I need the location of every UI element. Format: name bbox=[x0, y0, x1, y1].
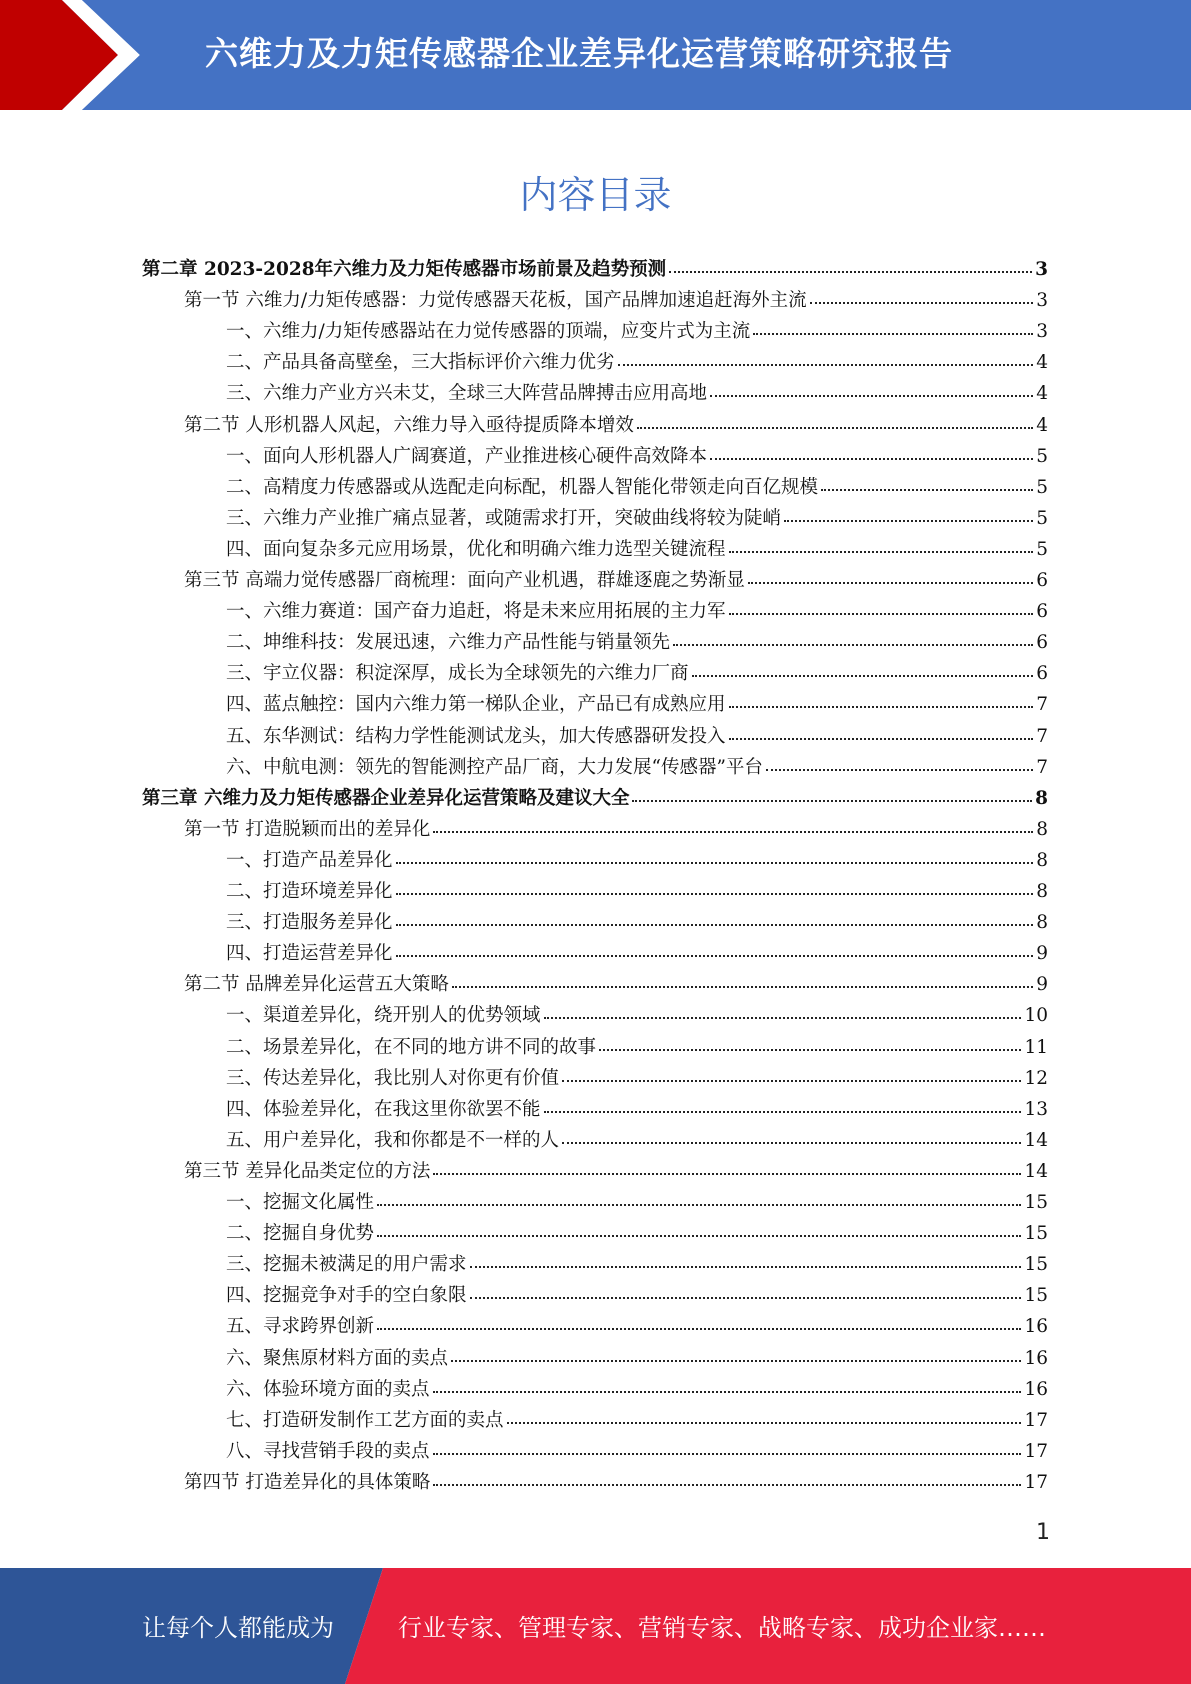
toc-entry[interactable] bbox=[184, 285, 1048, 316]
toc-entry[interactable] bbox=[226, 1094, 1048, 1125]
toc-entry[interactable] bbox=[226, 378, 1048, 409]
toc-dot-leader bbox=[748, 582, 1033, 584]
toc-entry-text: 二、挖掘自身优势 bbox=[226, 1223, 375, 1245]
toc-dot-leader bbox=[753, 333, 1033, 335]
toc-entry[interactable] bbox=[184, 1156, 1048, 1187]
toc-entry-page: 16 bbox=[1024, 1316, 1048, 1338]
toc-entry-page: 14 bbox=[1024, 1129, 1048, 1151]
toc-entry-text: 四、挖掘竞争对手的空白象限 bbox=[226, 1285, 467, 1307]
toc-dot-leader bbox=[692, 675, 1034, 677]
toc-entry[interactable] bbox=[226, 472, 1048, 503]
toc-dot-leader bbox=[470, 1297, 1022, 1299]
toc-entry-text: 二、高精度力传感器或从选配走向标配，机器人智能化带领走向百亿规模 bbox=[226, 476, 819, 498]
footer-slogan-left: 让每个人都能成为 bbox=[142, 1614, 334, 1642]
toc-entry[interactable] bbox=[226, 907, 1048, 938]
toc-dot-leader bbox=[673, 644, 1033, 646]
toc-dot-leader bbox=[451, 1360, 1021, 1362]
toc-entry[interactable] bbox=[184, 1467, 1048, 1498]
toc-entry[interactable] bbox=[226, 627, 1048, 658]
toc-entry-text: 四、面向复杂多元应用场景，优化和明确六维力选型关键流程 bbox=[226, 538, 726, 560]
toc-dot-leader bbox=[637, 427, 1033, 429]
toc-entry-page: 6 bbox=[1036, 632, 1048, 654]
toc-entry-text: 第一节 六维力/力矩传感器：力觉传感器天花板，国产品牌加速追赶海外主流 bbox=[184, 290, 807, 312]
header-banner bbox=[0, 0, 1191, 110]
toc-entry-page: 5 bbox=[1036, 507, 1048, 529]
toc-entry-text: 五、寻求跨界创新 bbox=[226, 1316, 375, 1338]
toc-dot-leader bbox=[396, 862, 1034, 864]
toc-dot-leader bbox=[544, 1017, 1022, 1019]
toc-entry[interactable] bbox=[226, 316, 1048, 347]
toc-entry[interactable] bbox=[226, 1063, 1048, 1094]
toc-entry-page: 13 bbox=[1024, 1098, 1048, 1120]
toc-dot-leader bbox=[470, 1266, 1022, 1268]
toc-entry-text: 第二节 品牌差异化运营五大策略 bbox=[184, 974, 449, 996]
toc-dot-leader bbox=[710, 458, 1033, 460]
toc-entry-text: 一、渠道差异化，绕开别人的优势领域 bbox=[226, 1005, 541, 1027]
toc-entry-page: 7 bbox=[1036, 725, 1048, 747]
toc-entry[interactable] bbox=[142, 254, 1048, 285]
toc-entry-text: 三、六维力产业方兴未艾，全球三大阵营品牌搏击应用高地 bbox=[226, 383, 708, 405]
toc-entry-page: 9 bbox=[1036, 943, 1048, 965]
toc-dot-leader bbox=[433, 1484, 1021, 1486]
toc-entry[interactable] bbox=[226, 1374, 1048, 1405]
toc-dot-leader bbox=[632, 800, 1032, 802]
toc-dot-leader bbox=[377, 1328, 1021, 1330]
toc-entry-page: 7 bbox=[1036, 756, 1048, 778]
toc-entry-page: 4 bbox=[1036, 352, 1048, 374]
toc-entry-text: 四、体验差异化，在我这里你欲罢不能 bbox=[226, 1098, 541, 1120]
toc-dot-leader bbox=[507, 1422, 1022, 1424]
toc-entry-text: 一、六维力/力矩传感器站在力觉传感器的顶端，应变片式为主流 bbox=[226, 321, 751, 343]
toc-entry-page: 8 bbox=[1036, 849, 1048, 871]
toc-dot-leader bbox=[729, 551, 1034, 553]
toc-entry-text: 五、东华测试：结构力学性能测试龙头，加大传感器研发投入 bbox=[226, 725, 726, 747]
toc-entry-page: 17 bbox=[1024, 1440, 1048, 1462]
toc-entry-page: 12 bbox=[1024, 1067, 1048, 1089]
toc-dot-leader bbox=[396, 924, 1034, 926]
toc-entry-text: 第二节 人形机器人风起，六维力导入亟待提质降本增效 bbox=[184, 414, 634, 436]
toc-entry-page: 16 bbox=[1024, 1378, 1048, 1400]
toc-entry-page: 8 bbox=[1036, 881, 1048, 902]
footer-banner bbox=[0, 1568, 1191, 1684]
toc-dot-leader bbox=[433, 1453, 1022, 1455]
toc-dot-leader bbox=[433, 1173, 1021, 1175]
toc-dot-leader bbox=[396, 893, 1034, 895]
toc-dot-leader bbox=[618, 364, 1034, 366]
toc-entry[interactable] bbox=[184, 565, 1048, 596]
toc-entry[interactable] bbox=[184, 410, 1048, 441]
toc-entry-text: 三、宇立仪器：积淀深厚，成长为全球领先的六维力厂商 bbox=[226, 663, 689, 685]
toc-dot-leader bbox=[599, 1049, 1021, 1051]
footer-slogan-right: 行业专家、管理专家、营销专家、战略专家、成功企业家…… bbox=[398, 1614, 1046, 1642]
toc-dot-leader bbox=[766, 769, 1033, 771]
page-number: 1 bbox=[1036, 1520, 1050, 1545]
toc-entry-page: 4 bbox=[1036, 383, 1048, 405]
header-arrow-decoration bbox=[0, 0, 160, 110]
toc-dot-leader bbox=[821, 489, 1033, 491]
toc-entry-page: 11 bbox=[1024, 1036, 1048, 1058]
toc-entry[interactable] bbox=[184, 814, 1048, 845]
toc-entry-text: 六、聚焦原材料方面的卖点 bbox=[226, 1347, 449, 1369]
toc-entry-text: 六、中航电测：领先的智能测控产品厂商，大力发展“传感器”平台 bbox=[226, 756, 763, 778]
toc-entry-text: 第二章 2023-2028年六维力及力矩传感器市场前景及趋势预测 bbox=[142, 259, 667, 280]
toc-entry-page: 15 bbox=[1024, 1254, 1048, 1276]
toc-entry-text: 四、打造运营差异化 bbox=[226, 943, 393, 965]
toc-dot-leader bbox=[433, 831, 1033, 833]
toc-entry-text: 第三章 六维力及力矩传感器企业差异化运营策略及建议大全 bbox=[142, 787, 630, 809]
toc-entry[interactable] bbox=[226, 1249, 1048, 1280]
report-title: 六维力及力矩传感器企业差异化运营策略研究报告 bbox=[205, 34, 953, 73]
toc-entry-page: 10 bbox=[1024, 1005, 1048, 1027]
toc-dot-leader bbox=[810, 302, 1034, 304]
toc-entry[interactable] bbox=[226, 1218, 1048, 1249]
toc-entry-page: 5 bbox=[1036, 445, 1048, 467]
toc-entry[interactable] bbox=[226, 1000, 1048, 1031]
toc-entry[interactable] bbox=[226, 1280, 1048, 1311]
toc-entry-text: 三、挖掘未被满足的用户需求 bbox=[226, 1254, 467, 1276]
toc-entry-page: 3 bbox=[1036, 321, 1048, 343]
toc-entry[interactable] bbox=[226, 845, 1048, 876]
toc-entry-text: 第一节 打造脱颖而出的差异化 bbox=[184, 818, 431, 840]
toc-dot-leader bbox=[784, 520, 1033, 522]
toc-dot-leader bbox=[729, 738, 1034, 740]
toc-entry[interactable] bbox=[226, 876, 1048, 907]
toc-entry-page: 8 bbox=[1035, 787, 1048, 809]
toc-entry-page: 8 bbox=[1036, 818, 1048, 840]
toc-entry-text: 一、挖掘文化属性 bbox=[226, 1192, 375, 1213]
toc-dot-leader bbox=[729, 613, 1034, 615]
toc-entry[interactable] bbox=[226, 1436, 1048, 1467]
toc-entry[interactable] bbox=[226, 441, 1048, 472]
toc-entry-page: 17 bbox=[1024, 1409, 1048, 1431]
toc-entry[interactable] bbox=[226, 938, 1048, 969]
toc-heading: 内容目录 bbox=[519, 173, 672, 217]
toc-entry-text: 二、坤维科技：发展迅速，六维力产品性能与销量领先 bbox=[226, 632, 671, 654]
toc-dot-leader bbox=[452, 986, 1033, 988]
toc-entry[interactable] bbox=[226, 1343, 1048, 1374]
toc-entry[interactable] bbox=[226, 689, 1048, 720]
toc-entry[interactable] bbox=[226, 1125, 1048, 1156]
toc-entry[interactable] bbox=[226, 1187, 1048, 1218]
toc-entry[interactable] bbox=[226, 503, 1048, 534]
toc-entry-page: 4 bbox=[1036, 414, 1048, 436]
toc-dot-leader bbox=[669, 271, 1032, 273]
toc-entry-page: 15 bbox=[1024, 1285, 1048, 1307]
toc-dot-leader bbox=[396, 955, 1034, 957]
toc-dot-leader bbox=[562, 1080, 1021, 1082]
toc-entry-page: 6 bbox=[1036, 663, 1048, 685]
toc-entry[interactable] bbox=[226, 596, 1048, 627]
toc-entry-text: 三、传达差异化，我比别人对你更有价值 bbox=[226, 1067, 560, 1089]
toc-entry-page: 15 bbox=[1024, 1223, 1048, 1245]
toc-entry-text: 一、打造产品差异化 bbox=[226, 849, 393, 871]
toc-dot-leader bbox=[544, 1111, 1022, 1113]
toc-entry-text: 一、六维力赛道：国产奋力追赶，将是未来应用拓展的主力军 bbox=[226, 601, 726, 623]
toc-entry-page: 17 bbox=[1024, 1471, 1048, 1493]
toc-entry[interactable] bbox=[184, 969, 1048, 1000]
toc-dot-leader bbox=[710, 395, 1033, 397]
toc-dot-leader bbox=[377, 1204, 1021, 1206]
toc-dot-leader bbox=[377, 1235, 1021, 1237]
toc-entry[interactable] bbox=[226, 721, 1048, 752]
toc-entry-page: 3 bbox=[1035, 259, 1048, 280]
toc-entry[interactable] bbox=[226, 752, 1048, 783]
toc-dot-leader bbox=[433, 1391, 1022, 1393]
toc-entry-text: 六、体验环境方面的卖点 bbox=[226, 1378, 430, 1400]
toc-entry-text: 第四节 打造差异化的具体策略 bbox=[184, 1471, 431, 1493]
toc-entry-text: 七、打造研发制作工艺方面的卖点 bbox=[226, 1409, 504, 1431]
toc-entry[interactable] bbox=[226, 1032, 1048, 1063]
toc-dot-leader bbox=[562, 1142, 1021, 1144]
toc-entry-page: 5 bbox=[1036, 538, 1048, 560]
toc-entry-page: 5 bbox=[1036, 476, 1048, 498]
toc-entry-text: 一、面向人形机器人广阔赛道，产业推进核心硬件高效降本 bbox=[226, 445, 708, 467]
toc-entry[interactable] bbox=[226, 658, 1048, 689]
toc-entry[interactable] bbox=[226, 1311, 1048, 1342]
toc-entry-page: 9 bbox=[1036, 974, 1048, 996]
toc-entry-text: 二、场景差异化，在不同的地方讲不同的故事 bbox=[226, 1036, 597, 1058]
toc-entry-page: 3 bbox=[1036, 290, 1048, 312]
toc-entry-page: 6 bbox=[1036, 601, 1048, 623]
toc-entry-page: 7 bbox=[1036, 694, 1048, 716]
toc-entry-page: 16 bbox=[1024, 1347, 1048, 1369]
toc-dot-leader bbox=[729, 706, 1034, 708]
toc-entry-text: 三、六维力产业推广痛点显著，或随需求打开，突破曲线将较为陡峭 bbox=[226, 507, 782, 529]
toc-entry-text: 二、打造环境差异化 bbox=[226, 881, 393, 902]
toc-entry-text: 八、寻找营销手段的卖点 bbox=[226, 1440, 430, 1462]
toc-entry-text: 三、打造服务差异化 bbox=[226, 912, 393, 934]
toc-entry-text: 四、蓝点触控：国内六维力第一梯队企业，产品已有成熟应用 bbox=[226, 694, 726, 716]
toc-entry[interactable] bbox=[226, 347, 1048, 378]
toc-entry[interactable] bbox=[226, 534, 1048, 565]
toc-entry-text: 五、用户差异化，我和你都是不一样的人 bbox=[226, 1129, 560, 1151]
toc-entry-text: 第三节 差异化品类定位的方法 bbox=[184, 1160, 431, 1182]
toc-entry-text: 第三节 高端力觉传感器厂商梳理：面向产业机遇，群雄逐鹿之势渐显 bbox=[184, 570, 745, 591]
toc-entry-page: 14 bbox=[1024, 1160, 1048, 1182]
toc-entry-page: 6 bbox=[1036, 570, 1048, 591]
toc-entry-page: 15 bbox=[1024, 1192, 1048, 1213]
toc-entry[interactable] bbox=[226, 1405, 1048, 1436]
toc-entry-text: 二、产品具备高壁垒，三大指标评价六维力优劣 bbox=[226, 352, 615, 374]
toc-entry[interactable] bbox=[142, 783, 1048, 814]
toc-entry-page: 8 bbox=[1036, 912, 1048, 934]
